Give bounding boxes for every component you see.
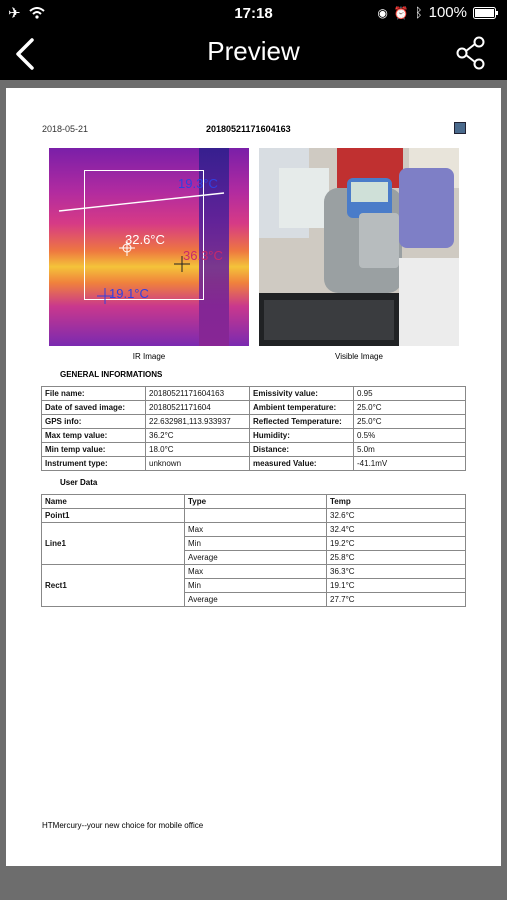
share-icon[interactable] xyxy=(455,36,487,70)
table-row: GPS info: 22.632981,113.933937 Reflected Temperature: 25.0°C xyxy=(42,415,466,429)
visible-caption: Visible Image xyxy=(335,352,383,361)
table-row: Min temp value: 18.0°C Distance: 5.0m xyxy=(42,443,466,457)
ir-label-top: 19.3°C xyxy=(178,176,218,191)
status-time: 17:18 xyxy=(234,5,273,22)
save-icon xyxy=(454,122,466,134)
battery-percent: 100% xyxy=(428,4,467,21)
report-id: 20180521171604163 xyxy=(206,124,291,134)
user-data-title: User Data xyxy=(60,478,98,487)
table-row: Min 19.2°C xyxy=(42,537,466,551)
general-title: GENERAL INFORMATIONS xyxy=(60,370,163,379)
table-row: Point1 32.6°C xyxy=(42,509,466,523)
table-row: Max temp value: 36.2°C Humidity: 0.5% xyxy=(42,429,466,443)
visible-image xyxy=(259,148,459,346)
ir-label-bottom: 19.1°C xyxy=(109,286,149,301)
table-row: Name Type Temp xyxy=(42,495,466,509)
table-row: Min 19.1°C xyxy=(42,579,466,593)
report-footer: HTMercury--your new choice for mobile office xyxy=(42,821,204,830)
lock-rotation-icon: ◉ xyxy=(377,5,388,20)
ir-label-center: 32.6°C xyxy=(125,232,165,247)
table-row: File name: 20180521171604163 Emissivity value: 0.95 xyxy=(42,387,466,401)
table-row: Instrument type: unknown measured Value: -41.1mV xyxy=(42,457,466,471)
report-page[interactable] xyxy=(6,88,501,866)
battery-icon xyxy=(473,7,499,19)
ir-image xyxy=(49,148,249,346)
table-row: Line1 Max 32.4°C xyxy=(42,523,466,537)
table-row: Rect1 Max 36.3°C xyxy=(42,565,466,579)
ir-label-right: 36.3°C xyxy=(183,248,223,263)
table-row: Date of saved image: 20180521171604 Ambient temperature: 25.0°C xyxy=(42,401,466,415)
line1-marker xyxy=(49,148,249,346)
report-date: 2018-05-21 xyxy=(42,124,89,134)
status-bar xyxy=(0,0,507,28)
airplane-icon: ✈ xyxy=(8,5,21,22)
bluetooth-icon: ᛒ xyxy=(414,5,423,20)
ir-caption: IR Image xyxy=(132,352,166,361)
table-row: Average 27.7°C xyxy=(42,593,466,607)
user-data-table xyxy=(41,494,466,607)
alarm-icon: ⏰ xyxy=(393,5,409,20)
nav-bar xyxy=(0,28,507,80)
page-title: Preview xyxy=(207,36,300,66)
table-row: Average 25.8°C xyxy=(42,551,466,565)
general-table xyxy=(41,386,466,471)
